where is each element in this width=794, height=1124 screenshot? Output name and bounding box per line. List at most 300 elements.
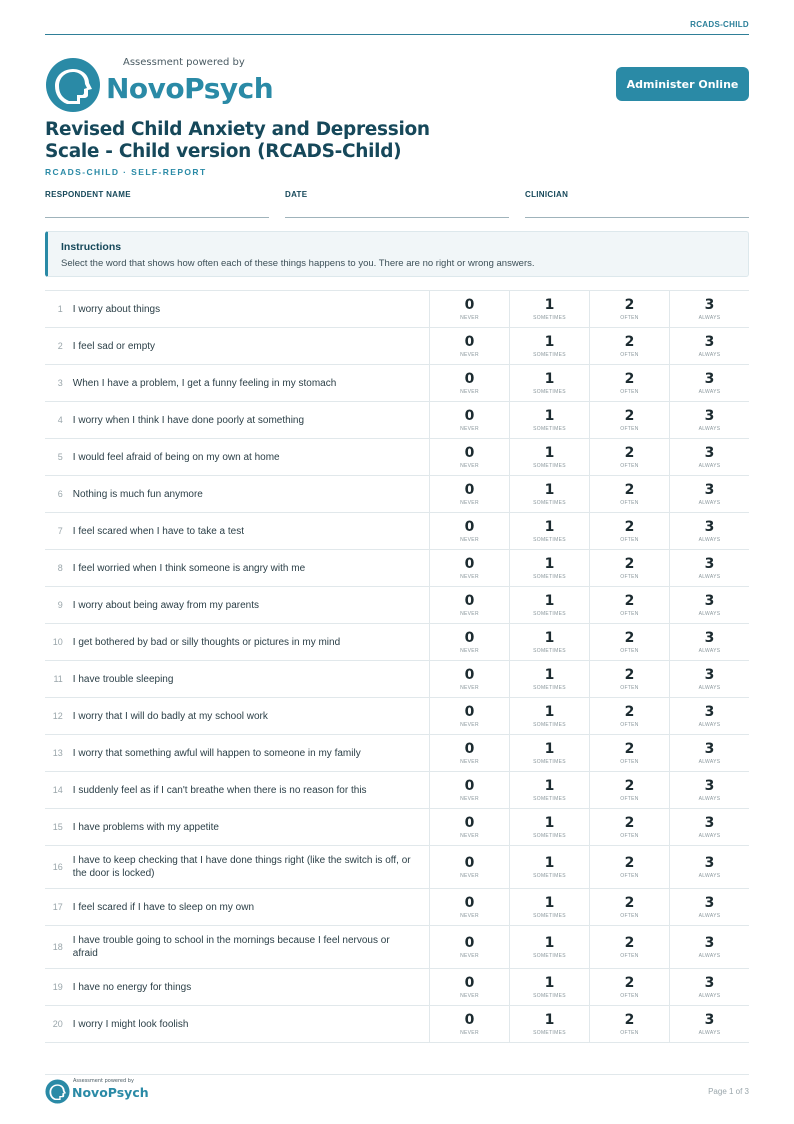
- question-text: I worry when I think I have done poorly at something: [72, 414, 305, 426]
- page-subtitle: RCADS-CHILD · SELF-REPORT: [45, 167, 207, 177]
- response-options: [429, 365, 749, 401]
- response-label: ALWAYS: [698, 912, 721, 919]
- response-option-always[interactable]: [669, 926, 749, 968]
- response-option-often[interactable]: [589, 365, 669, 401]
- question-text: I suddenly feel as if I can't breathe when there is no reason for this: [72, 784, 367, 796]
- response-label: SOMETIMES: [533, 388, 566, 395]
- page-title: Revised Child Anxiety and Depression Scale - Child version (RCADS-Child): [45, 119, 430, 162]
- response-value: 3: [704, 777, 715, 794]
- response-label: ALWAYS: [698, 314, 721, 321]
- response-options: [429, 291, 749, 327]
- response-option-sometimes[interactable]: [509, 402, 589, 438]
- response-label: SOMETIMES: [533, 912, 566, 919]
- question-text: I have problems with my appetite: [72, 821, 219, 833]
- date-field[interactable]: [285, 190, 509, 199]
- response-label: NEVER: [460, 425, 479, 432]
- response-value: 3: [704, 518, 715, 535]
- response-option-often[interactable]: [589, 926, 669, 968]
- response-label: ALWAYS: [698, 721, 721, 728]
- response-value: 1: [544, 703, 555, 720]
- response-value: 0: [464, 974, 475, 991]
- response-label: ALWAYS: [698, 388, 721, 395]
- response-label: SOMETIMES: [533, 462, 566, 469]
- question-number: 4: [57, 415, 63, 425]
- response-label: NEVER: [460, 536, 479, 543]
- response-label: SOMETIMES: [533, 647, 566, 654]
- response-option-always[interactable]: [669, 735, 749, 771]
- response-label: OFTEN: [620, 388, 639, 395]
- question-row: [45, 439, 749, 476]
- response-option-sometimes[interactable]: [509, 624, 589, 660]
- response-label: ALWAYS: [698, 758, 721, 765]
- novopsych-logo: [45, 55, 274, 113]
- question-text: I have trouble going to school in the mornings because I feel nervous or afraid: [72, 935, 390, 959]
- response-value: 2: [624, 854, 635, 871]
- response-value: 3: [704, 854, 715, 871]
- question-number: 16: [52, 862, 63, 872]
- response-options: [429, 513, 749, 549]
- response-option-often[interactable]: [589, 513, 669, 549]
- response-value: 1: [544, 777, 555, 794]
- response-option-always[interactable]: [669, 365, 749, 401]
- response-value: 3: [704, 934, 715, 951]
- question-row: [45, 1006, 749, 1043]
- response-label: NEVER: [460, 388, 479, 395]
- response-label: OFTEN: [620, 610, 639, 617]
- response-option-often[interactable]: [589, 476, 669, 512]
- response-option-sometimes[interactable]: [509, 476, 589, 512]
- response-value: 0: [464, 894, 475, 911]
- response-label: OFTEN: [620, 684, 639, 691]
- response-option-always[interactable]: [669, 1006, 749, 1042]
- response-option-sometimes[interactable]: [509, 439, 589, 475]
- response-label: NEVER: [460, 684, 479, 691]
- response-option-often[interactable]: [589, 969, 669, 1005]
- response-value: 2: [624, 296, 635, 313]
- question-text: I worry that I will do badly at my school work: [72, 710, 268, 722]
- response-option-often[interactable]: [589, 735, 669, 771]
- head-logo-icon: [45, 57, 101, 113]
- response-option-often[interactable]: [589, 439, 669, 475]
- response-value: 1: [544, 296, 555, 313]
- response-value: 0: [464, 703, 475, 720]
- response-label: SOMETIMES: [533, 1029, 566, 1036]
- question-text: I feel worried when I think someone is angry with me: [72, 562, 306, 574]
- response-value: 3: [704, 555, 715, 572]
- response-value: 1: [544, 854, 555, 871]
- response-option-never[interactable]: [429, 969, 509, 1005]
- response-option-never[interactable]: [429, 587, 509, 623]
- response-label: NEVER: [460, 499, 479, 506]
- response-option-sometimes[interactable]: [509, 587, 589, 623]
- response-option-always[interactable]: [669, 587, 749, 623]
- response-option-often[interactable]: [589, 772, 669, 808]
- response-label: SOMETIMES: [533, 795, 566, 802]
- response-label: ALWAYS: [698, 610, 721, 617]
- response-option-always[interactable]: [669, 513, 749, 549]
- response-value: 2: [624, 703, 635, 720]
- response-label: OFTEN: [620, 314, 639, 321]
- response-label: OFTEN: [620, 992, 639, 999]
- response-option-sometimes[interactable]: [509, 291, 589, 327]
- response-option-often[interactable]: [589, 550, 669, 586]
- question-row: [45, 809, 749, 846]
- response-option-always[interactable]: [669, 439, 749, 475]
- response-label: SOMETIMES: [533, 872, 566, 879]
- response-options: [429, 476, 749, 512]
- response-option-always[interactable]: [669, 889, 749, 925]
- question-number: 18: [52, 942, 63, 952]
- response-label: NEVER: [460, 795, 479, 802]
- response-label: ALWAYS: [698, 1029, 721, 1036]
- response-value: 0: [464, 370, 475, 387]
- question-number: 5: [57, 452, 63, 462]
- response-value: 1: [544, 894, 555, 911]
- response-value: 2: [624, 555, 635, 572]
- response-value: 2: [624, 592, 635, 609]
- footer-divider: [45, 1074, 749, 1075]
- response-option-often[interactable]: [589, 661, 669, 697]
- question-row: [45, 698, 749, 735]
- response-options: [429, 328, 749, 364]
- response-options: [429, 809, 749, 845]
- response-label: SOMETIMES: [533, 952, 566, 959]
- response-option-never[interactable]: [429, 328, 509, 364]
- questionnaire-items: [45, 290, 749, 1043]
- response-label: NEVER: [460, 351, 479, 358]
- response-option-never[interactable]: [429, 846, 509, 888]
- response-options: [429, 1006, 749, 1042]
- question-row: [45, 624, 749, 661]
- response-option-sometimes[interactable]: [509, 809, 589, 845]
- response-value: 0: [464, 592, 475, 609]
- header-divider: [45, 34, 749, 35]
- response-option-always[interactable]: [669, 698, 749, 734]
- response-value: 2: [624, 740, 635, 757]
- question-row: [45, 661, 749, 698]
- response-label: ALWAYS: [698, 684, 721, 691]
- response-value: 1: [544, 592, 555, 609]
- response-option-often[interactable]: [589, 624, 669, 660]
- response-option-sometimes[interactable]: [509, 846, 589, 888]
- response-label: NEVER: [460, 462, 479, 469]
- response-label: ALWAYS: [698, 573, 721, 580]
- response-option-always[interactable]: [669, 809, 749, 845]
- question-text: I feel scared when I have to take a test: [72, 525, 245, 537]
- response-options: [429, 846, 749, 888]
- response-option-never[interactable]: [429, 1006, 509, 1042]
- question-text: I have to keep checking that I have done things right (like the switch is off, or the door is locked): [72, 855, 411, 879]
- response-option-always[interactable]: [669, 846, 749, 888]
- response-option-always[interactable]: [669, 969, 749, 1005]
- response-option-often[interactable]: [589, 587, 669, 623]
- footer-head-logo-icon: [45, 1079, 70, 1104]
- question-number: 1: [57, 304, 63, 314]
- response-option-never[interactable]: [429, 735, 509, 771]
- response-option-never[interactable]: [429, 550, 509, 586]
- response-value: 2: [624, 629, 635, 646]
- response-option-never[interactable]: [429, 513, 509, 549]
- question-number: 19: [52, 982, 63, 992]
- response-option-always[interactable]: [669, 402, 749, 438]
- response-option-often[interactable]: [589, 402, 669, 438]
- response-label: OFTEN: [620, 721, 639, 728]
- question-row: [45, 328, 749, 365]
- logo-wordmark: NovoPsych: [106, 72, 274, 105]
- response-value: 0: [464, 1011, 475, 1028]
- response-value: 2: [624, 444, 635, 461]
- respondent-name-field[interactable]: [45, 190, 269, 199]
- response-value: 2: [624, 814, 635, 831]
- question-text: When I have a problem, I get a funny feeling in my stomach: [72, 377, 337, 389]
- response-label: ALWAYS: [698, 462, 721, 469]
- response-option-always[interactable]: [669, 550, 749, 586]
- response-option-often[interactable]: [589, 1006, 669, 1042]
- response-option-sometimes[interactable]: [509, 550, 589, 586]
- question-number: 6: [57, 489, 63, 499]
- instructions-box: [45, 231, 749, 277]
- footer-tagline: Assessment powered by: [73, 1078, 134, 1084]
- question-row: [45, 476, 749, 513]
- response-label: OFTEN: [620, 872, 639, 879]
- response-options: [429, 698, 749, 734]
- response-option-often[interactable]: [589, 291, 669, 327]
- question-row: [45, 550, 749, 587]
- response-label: SOMETIMES: [533, 758, 566, 765]
- response-value: 3: [704, 814, 715, 831]
- response-value: 2: [624, 481, 635, 498]
- header-code: RCADS-CHILD: [690, 20, 749, 29]
- response-option-often[interactable]: [589, 809, 669, 845]
- response-value: 3: [704, 444, 715, 461]
- response-option-never[interactable]: [429, 772, 509, 808]
- question-number: 15: [52, 822, 63, 832]
- question-text: I worry about things: [72, 303, 161, 315]
- response-value: 1: [544, 407, 555, 424]
- question-text: I would feel afraid of being on my own at home: [72, 451, 280, 463]
- response-option-always[interactable]: [669, 291, 749, 327]
- clinician-label: CLINICIAN: [525, 190, 569, 199]
- response-option-never[interactable]: [429, 661, 509, 697]
- response-option-sometimes[interactable]: [509, 735, 589, 771]
- response-label: SOMETIMES: [533, 499, 566, 506]
- response-option-often[interactable]: [589, 328, 669, 364]
- question-row: [45, 513, 749, 550]
- question-number: 13: [52, 748, 63, 758]
- response-value: 1: [544, 934, 555, 951]
- response-options: [429, 661, 749, 697]
- response-option-often[interactable]: [589, 889, 669, 925]
- response-value: 0: [464, 481, 475, 498]
- response-option-sometimes[interactable]: [509, 698, 589, 734]
- response-value: 0: [464, 777, 475, 794]
- response-label: NEVER: [460, 832, 479, 839]
- response-value: 3: [704, 407, 715, 424]
- logo-tagline: Assessment powered by: [123, 57, 245, 68]
- response-value: 2: [624, 518, 635, 535]
- response-value: 1: [544, 629, 555, 646]
- response-label: ALWAYS: [698, 795, 721, 802]
- response-value: 2: [624, 333, 635, 350]
- question-number: 3: [57, 378, 63, 388]
- response-value: 1: [544, 740, 555, 757]
- response-value: 3: [704, 592, 715, 609]
- response-label: ALWAYS: [698, 832, 721, 839]
- response-option-sometimes[interactable]: [509, 772, 589, 808]
- response-value: 0: [464, 854, 475, 871]
- response-value: 1: [544, 666, 555, 683]
- response-label: ALWAYS: [698, 536, 721, 543]
- clinician-field[interactable]: [525, 190, 749, 199]
- response-options: [429, 735, 749, 771]
- footer-logo: [45, 1077, 149, 1105]
- response-value: 3: [704, 703, 715, 720]
- response-option-often[interactable]: [589, 846, 669, 888]
- response-option-sometimes[interactable]: [509, 661, 589, 697]
- response-value: 1: [544, 555, 555, 572]
- instructions-title: Instructions: [61, 241, 122, 253]
- response-label: NEVER: [460, 1029, 479, 1036]
- question-text: I worry that something awful will happen to someone in my family: [72, 747, 361, 759]
- response-label: OFTEN: [620, 912, 639, 919]
- response-option-never[interactable]: [429, 402, 509, 438]
- response-value: 2: [624, 407, 635, 424]
- response-option-always[interactable]: [669, 772, 749, 808]
- response-option-sometimes[interactable]: [509, 1006, 589, 1042]
- response-label: SOMETIMES: [533, 610, 566, 617]
- response-value: 0: [464, 814, 475, 831]
- response-value: 1: [544, 1011, 555, 1028]
- response-label: SOMETIMES: [533, 314, 566, 321]
- response-options: [429, 926, 749, 968]
- footer-wordmark: NovoPsych: [72, 1085, 149, 1100]
- response-value: 2: [624, 974, 635, 991]
- response-value: 3: [704, 296, 715, 313]
- response-option-always[interactable]: [669, 661, 749, 697]
- question-row: [45, 926, 749, 969]
- response-label: NEVER: [460, 647, 479, 654]
- response-options: [429, 587, 749, 623]
- response-value: 1: [544, 333, 555, 350]
- response-value: 0: [464, 296, 475, 313]
- response-option-never[interactable]: [429, 439, 509, 475]
- question-row: [45, 772, 749, 809]
- response-option-sometimes[interactable]: [509, 969, 589, 1005]
- response-label: NEVER: [460, 610, 479, 617]
- response-label: OFTEN: [620, 647, 639, 654]
- response-value: 1: [544, 481, 555, 498]
- response-value: 3: [704, 333, 715, 350]
- question-number: 14: [52, 785, 63, 795]
- response-value: 0: [464, 666, 475, 683]
- response-option-sometimes[interactable]: [509, 328, 589, 364]
- response-label: ALWAYS: [698, 992, 721, 999]
- response-label: NEVER: [460, 314, 479, 321]
- response-options: [429, 550, 749, 586]
- question-row: [45, 735, 749, 772]
- response-option-always[interactable]: [669, 476, 749, 512]
- response-options: [429, 402, 749, 438]
- response-option-never[interactable]: [429, 889, 509, 925]
- question-text: I feel scared if I have to sleep on my own: [72, 901, 255, 913]
- response-label: NEVER: [460, 992, 479, 999]
- response-value: 0: [464, 518, 475, 535]
- response-label: OFTEN: [620, 758, 639, 765]
- question-text: I have trouble sleeping: [72, 673, 174, 685]
- response-label: OFTEN: [620, 1029, 639, 1036]
- response-value: 0: [464, 555, 475, 572]
- question-text: I have no energy for things: [72, 981, 192, 993]
- response-value: 3: [704, 894, 715, 911]
- response-value: 2: [624, 666, 635, 683]
- response-option-never[interactable]: [429, 291, 509, 327]
- clinician-line: [525, 217, 749, 218]
- question-row: [45, 846, 749, 889]
- response-option-sometimes[interactable]: [509, 365, 589, 401]
- question-number: 20: [52, 1019, 63, 1029]
- question-row: [45, 365, 749, 402]
- response-option-always[interactable]: [669, 624, 749, 660]
- response-option-never[interactable]: [429, 698, 509, 734]
- question-row: [45, 889, 749, 926]
- response-option-always[interactable]: [669, 328, 749, 364]
- administer-online-button[interactable]: Administer Online: [616, 67, 749, 101]
- response-value: 0: [464, 444, 475, 461]
- response-value: 0: [464, 407, 475, 424]
- response-value: 3: [704, 740, 715, 757]
- response-value: 0: [464, 629, 475, 646]
- response-value: 1: [544, 974, 555, 991]
- response-options: [429, 624, 749, 660]
- response-label: OFTEN: [620, 573, 639, 580]
- response-label: OFTEN: [620, 832, 639, 839]
- response-value: 1: [544, 518, 555, 535]
- response-value: 0: [464, 740, 475, 757]
- response-value: 3: [704, 666, 715, 683]
- response-option-never[interactable]: [429, 476, 509, 512]
- response-value: 3: [704, 629, 715, 646]
- response-label: NEVER: [460, 721, 479, 728]
- question-row: [45, 402, 749, 439]
- response-option-sometimes[interactable]: [509, 889, 589, 925]
- response-value: 3: [704, 1011, 715, 1028]
- response-option-sometimes[interactable]: [509, 513, 589, 549]
- response-option-sometimes[interactable]: [509, 926, 589, 968]
- instructions-body: Select the word that shows how often each of these things happens to you. There are no right or wrong answers.: [61, 258, 535, 269]
- response-option-never[interactable]: [429, 624, 509, 660]
- response-label: SOMETIMES: [533, 351, 566, 358]
- response-option-never[interactable]: [429, 365, 509, 401]
- question-number: 9: [57, 600, 63, 610]
- response-value: 2: [624, 777, 635, 794]
- response-option-never[interactable]: [429, 926, 509, 968]
- response-option-never[interactable]: [429, 809, 509, 845]
- response-label: SOMETIMES: [533, 684, 566, 691]
- respondent-name-label: RESPONDENT NAME: [45, 190, 131, 199]
- response-label: SOMETIMES: [533, 573, 566, 580]
- question-row: [45, 587, 749, 624]
- response-options: [429, 772, 749, 808]
- response-value: 0: [464, 333, 475, 350]
- response-label: ALWAYS: [698, 499, 721, 506]
- response-option-often[interactable]: [589, 698, 669, 734]
- response-label: OFTEN: [620, 536, 639, 543]
- response-label: NEVER: [460, 573, 479, 580]
- response-value: 3: [704, 370, 715, 387]
- response-label: OFTEN: [620, 462, 639, 469]
- response-label: SOMETIMES: [533, 992, 566, 999]
- response-label: OFTEN: [620, 351, 639, 358]
